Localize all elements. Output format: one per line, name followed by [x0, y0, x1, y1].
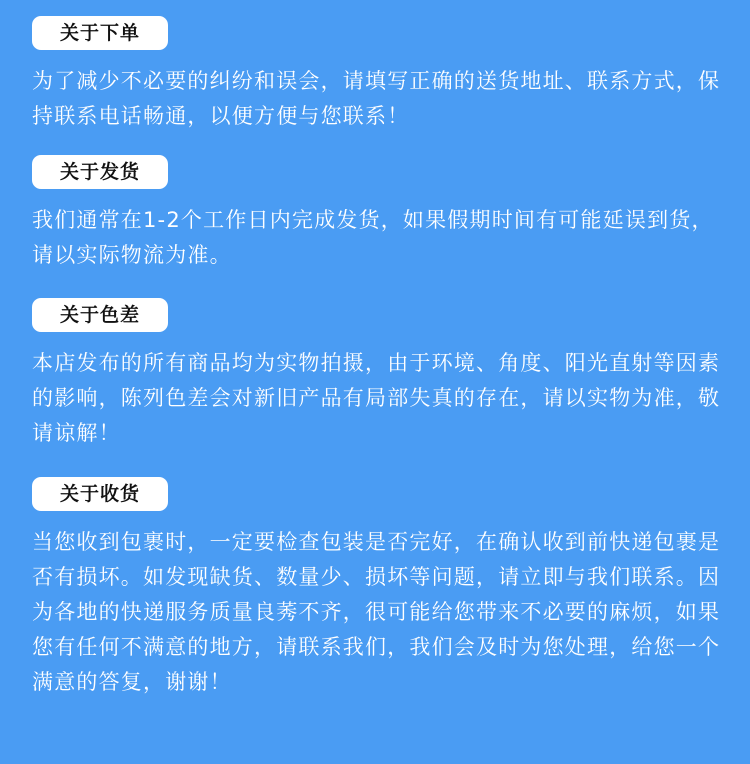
section-title-color-difference: 关于色差	[32, 298, 168, 332]
section-color-difference	[32, 298, 722, 451]
section-title-shipping: 关于发货	[32, 155, 168, 189]
section-body-shipping: 我们通常在1-2个工作日内完成发货，如果假期时间有可能延误到货，请以实际物流为准。	[32, 208, 714, 267]
section-shipping	[32, 155, 722, 273]
section-receiving	[32, 477, 722, 700]
section-body-ordering: 为了减少不必要的纠纷和误会，请填写正确的送货地址、联系方式，保持联系电话畅通，以便方便与您联系！	[32, 69, 721, 128]
section-ordering	[32, 16, 722, 134]
section-body-receiving: 当您收到包裹时，一定要检查包装是否完好，在确认收到前快递包裹是否有损坏。如发现缺货、数量少、损坏等问题，请立即与我们联系。因为各地的快递服务质量良莠不齐，很可能给您带来不必要的麻烦，如果您有任何不满意的地方，请联系我们，我们会及时为您处理，给您一个满意的答复，谢谢！	[32, 530, 721, 694]
section-title-ordering: 关于下单	[32, 16, 168, 50]
section-body-color-difference: 本店发布的所有商品均为实物拍摄，由于环境、角度、阳光直射等因素的影响，陈列色差会对新旧产品有局部失真的存在，请以实物为准，敬请谅解！	[32, 351, 721, 445]
section-title-receiving: 关于收货	[32, 477, 168, 511]
